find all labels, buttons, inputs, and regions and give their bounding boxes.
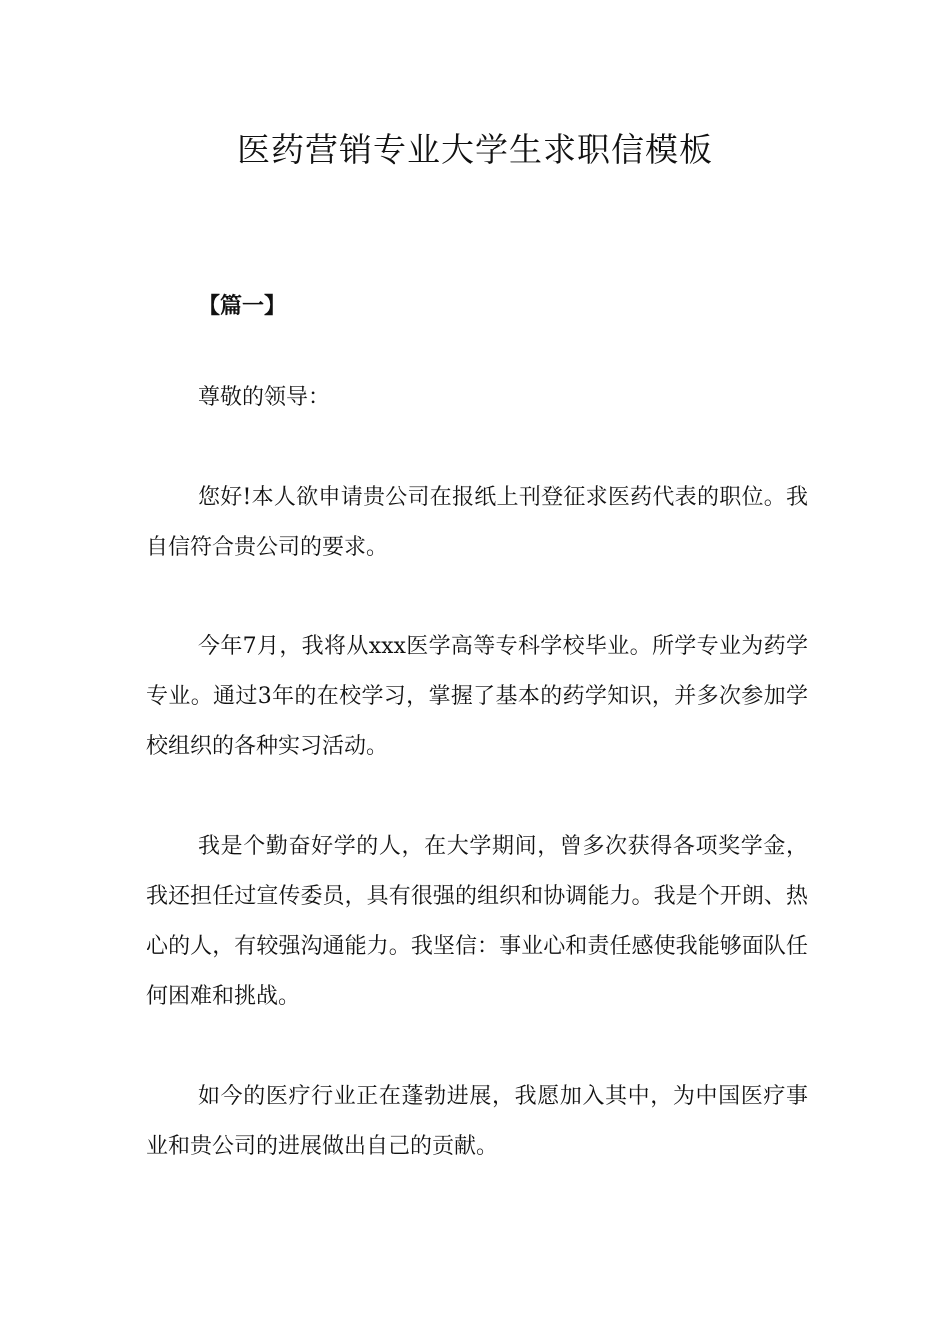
document-title: 医药营销专业大学生求职信模板 — [237, 130, 713, 169]
section-heading: 【篇一】 — [198, 293, 287, 319]
salutation: 尊敬的领导： — [198, 385, 331, 410]
paragraph: 如今的医疗行业正在蓬勃进展，我愿加入其中，为中国医疗事业和贵公司的进展做出自己的贡献。 — [146, 1084, 808, 1159]
paragraph: 今年7月，我将从xxx医学高等专科学校毕业。所学专业为药学专业。通过3年的在校学习，掌握了基本的药学知识，并多次参加学校组织的各种实习活动。 — [146, 634, 808, 759]
paragraph: 您好!本人欲申请贵公司在报纸上刊登征求医药代表的职位。我自信符合贵公司的要求。 — [146, 485, 808, 560]
paragraph: 我是个勤奋好学的人，在大学期间，曾多次获得各项奖学金，我还担任过宣传委员，具有很强的组织和协调能力。我是个开朗、热心的人，有较强沟通能力。我坚信：事业心和责任感使我能够面队任何困难和挑战。 — [146, 834, 808, 1009]
